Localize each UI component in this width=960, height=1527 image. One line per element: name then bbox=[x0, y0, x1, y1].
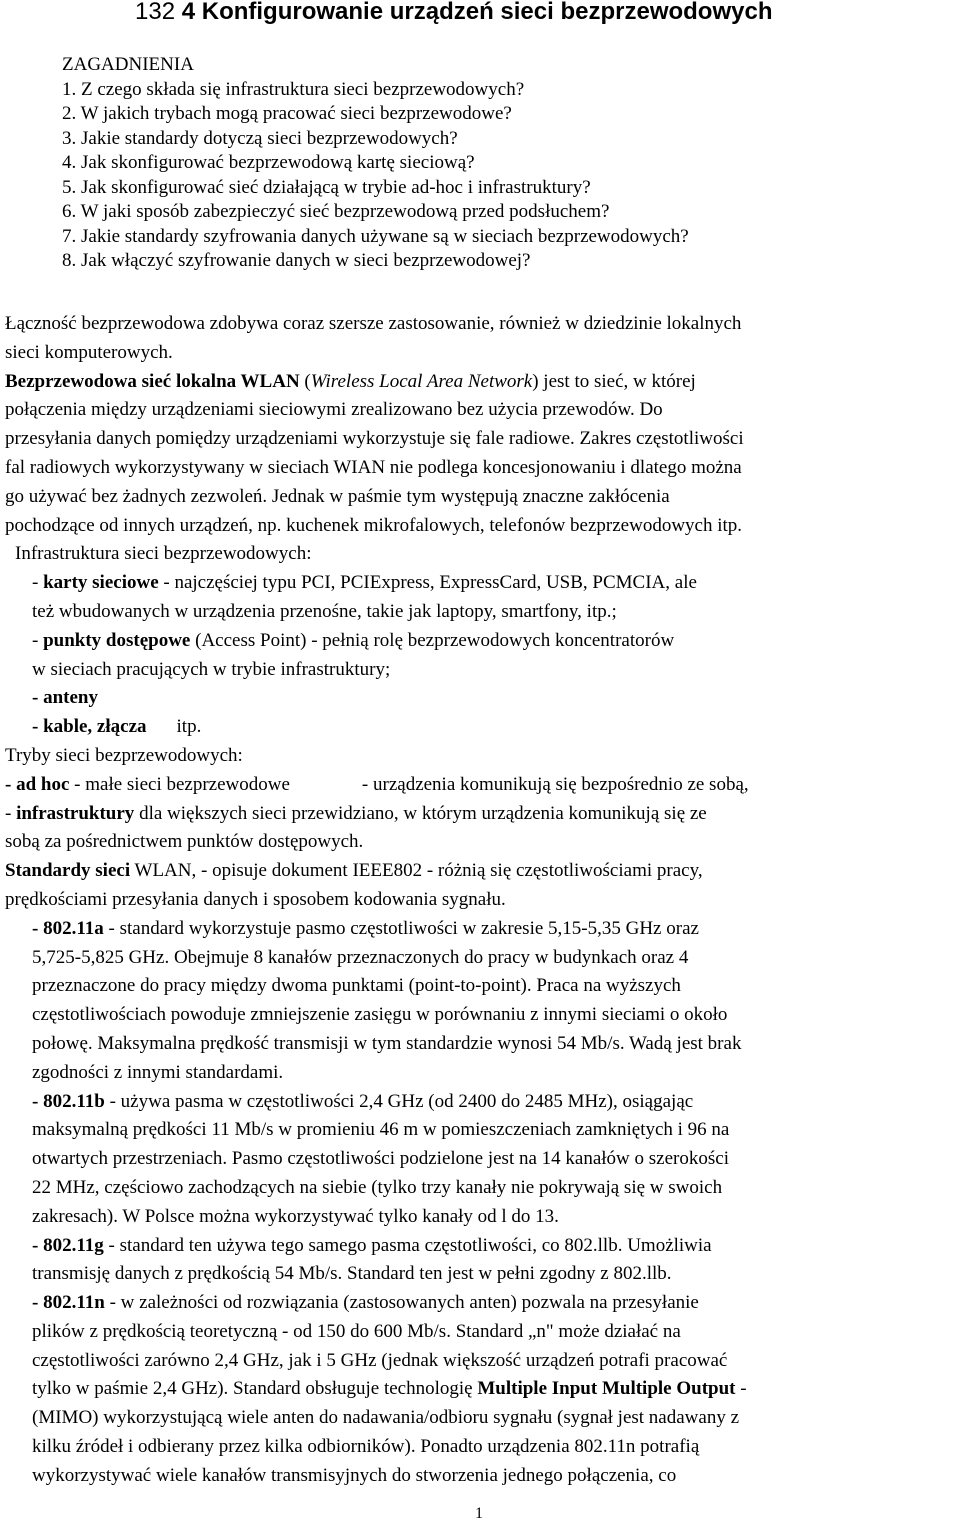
section-heading: Infrastruktura sieci bezprzewodowych: bbox=[15, 543, 312, 565]
term: - 802.11g bbox=[32, 1234, 104, 1256]
text-line: wykorzystywać wiele kanałów transmisyjnych do stworzenia jednego połączenia, co bbox=[32, 1464, 677, 1486]
text-fragment: - w zależności od rozwiązania (zastosowanych anten) pozwala na przesyłanie bbox=[104, 1292, 699, 1314]
text-line: plików z prędkością teoretyczną - od 150 do 600 Mb/s. Standard „n" może działać na bbox=[32, 1320, 681, 1342]
text-fragment: - używa pasma w częstotliwości 2,4 GHz (od 2400 do 2485 MHz), osiągając bbox=[104, 1090, 694, 1112]
text-fragment: - bbox=[32, 629, 44, 651]
text-line: połowę. Maksymalna prędkość transmisji w tym standardzie wynosi 54 Mb/s. Wadą jest brak bbox=[32, 1032, 742, 1054]
question-item: 2. W jakich trybach mogą pracować sieci bezprzewodowe? bbox=[62, 103, 512, 124]
list-item bbox=[5, 800, 960, 829]
header-page-number: 132 bbox=[135, 0, 176, 25]
term: Standardy sieci bbox=[5, 860, 131, 882]
text-fragment: - najczęściej typu PCI, PCIExpress, ExpressCard, USB, PCMCIA, ale bbox=[158, 572, 697, 594]
list-item bbox=[5, 1088, 960, 1117]
term: - 802.11a bbox=[32, 917, 104, 939]
term: - kable, złącza bbox=[32, 716, 147, 738]
text-fragment: - małe sieci bezprzewodowe bbox=[69, 773, 290, 795]
text-line bbox=[5, 368, 960, 397]
text-line: pochodzące od innych urządzeń, np. kuchenek mikrofalowych, telefonów bezprzewodowych itp. bbox=[5, 514, 743, 536]
term: - ad hoc bbox=[5, 773, 70, 795]
text-fragment: - standard wykorzystuje pasmo częstotliwości w zakresie 5,15-5,35 GHz oraz bbox=[103, 917, 699, 939]
body-text bbox=[5, 310, 960, 1491]
question-item: 3. Jakie standardy dotyczą sieci bezprzewodowych? bbox=[62, 127, 458, 149]
text-line: kilku źródeł i odbierany przez kilka odbiorników). Ponadto urządzenia 802.11n potrafią bbox=[32, 1436, 700, 1458]
text-line: fal radiowych wykorzystywany w sieciach WIAN nie podlega koncesjonowaniu i dlatego można bbox=[5, 456, 742, 478]
text-fragment: - urządzenia komunikują się bezpośrednio ze sobą, bbox=[361, 773, 749, 795]
questions-block bbox=[62, 53, 689, 274]
term: Multiple Input Multiple Output bbox=[477, 1378, 736, 1400]
text-line: przeznaczone do pracy między dwoma punktami (point-to-point). Praca na wyższych bbox=[32, 975, 681, 997]
text-line: otwartych przestrzeniach. Pasmo częstotliwości podzielone jest na 14 kanałów o szerokości bbox=[32, 1148, 729, 1170]
text-line: Łączność bezprzewodowa zdobywa coraz szersze zastosowanie, również w dziedzinie lokalnych bbox=[5, 313, 742, 334]
text-line: częstotliwości zarówno 2,4 GHz, jak i 5 GHz (jednak większość urządzeń potrafi pracować bbox=[32, 1349, 728, 1371]
text-fragment: - standard ten używa tego samego pasma częstotliwości, co 802.llb. Umożliwia bbox=[103, 1234, 712, 1256]
question-item: 6. W jaki sposób zabezpieczyć sieć bezprzewodową przed podsłuchem? bbox=[62, 201, 610, 222]
list-item bbox=[5, 569, 960, 598]
section-heading: Tryby sieci bezprzewodowych: bbox=[5, 744, 243, 766]
list-item bbox=[5, 1232, 960, 1261]
list-item bbox=[5, 771, 960, 800]
page-header bbox=[135, 0, 772, 26]
text-line bbox=[5, 1375, 960, 1404]
text-line: zgodności z innymi standardami. bbox=[32, 1061, 284, 1083]
term: punkty dostępowe bbox=[43, 629, 191, 651]
text-fragment: dla większych sieci przewidziano, w którym urządzenia komunikują się ze bbox=[134, 802, 707, 824]
text-line: przesyłania danych pomiędzy urządzeniami wykorzystuje się fale radiowe. Zakres częstotliwości bbox=[5, 428, 744, 450]
wlan-expansion: Wireless Local Area Network bbox=[310, 370, 533, 392]
question-item: 8. Jak włączyć szyfrowanie danych w sieci bezprzewodowej? bbox=[62, 250, 531, 271]
text-line: zakresach). W Polsce można wykorzystywać tylko kanały od l do 13. bbox=[32, 1205, 559, 1227]
text-line: też wbudowanych w urządzenia przenośne, takie jak laptopy, smartfony, itp.; bbox=[32, 600, 617, 622]
text-line: 22 MHz, częściowo zachodzących na siebie (tylko trzy kanały nie pokrywają się w swoich bbox=[32, 1176, 723, 1198]
text-fragment: ( bbox=[299, 370, 311, 392]
text-line: połączenia między urządzeniami sieciowymi zrealizowano bez użycia przewodów. Do bbox=[5, 399, 663, 421]
term: - 802.11n bbox=[32, 1292, 105, 1314]
term: - anteny bbox=[32, 687, 98, 709]
text-line: częstotliwościach powoduje zmniejszenie zasięgu w porównaniu z innymi sieciami o około bbox=[32, 1004, 728, 1026]
wlan-term: Bezprzewodowa sieć lokalna WLAN bbox=[5, 370, 300, 392]
question-item: 7. Jakie standardy szyfrowania danych używane są w sieciach bezprzewodowych? bbox=[62, 225, 689, 247]
text-line: sieci komputerowych. bbox=[5, 341, 173, 363]
text-fragment: - bbox=[735, 1378, 747, 1400]
text-line bbox=[5, 857, 960, 886]
text-fragment: (Access Point) - pełnią rolę bezprzewodowych koncentratorów bbox=[190, 629, 675, 651]
text-line: w sieciach pracujących w trybie infrastruktury; bbox=[32, 658, 391, 680]
text-fragment: - bbox=[32, 572, 44, 594]
term: karty sieciowe bbox=[43, 572, 159, 594]
list-item bbox=[5, 627, 960, 656]
list-item bbox=[5, 1289, 960, 1318]
term: infrastruktury bbox=[16, 802, 135, 824]
questions-title: ZAGADNIENIA bbox=[62, 54, 194, 75]
text-line: 5,725-5,825 GHz. Obejmuje 8 kanałów przeznaczonych do pracy w budynkach oraz 4 bbox=[32, 946, 689, 968]
text-line: go używać bez żadnych zezwoleń. Jednak w paśmie tym występują znaczne zakłócenia bbox=[5, 485, 670, 507]
text-fragment: tylko w paśmie 2,4 GHz). Standard obsługuje technologię bbox=[32, 1378, 478, 1400]
text-line: transmisję danych z prędkością 54 Mb/s. Standard ten jest w pełni zgodny z 802.llb. bbox=[32, 1263, 672, 1285]
text-fragment: itp. bbox=[176, 716, 202, 738]
question-item: 4. Jak skonfigurować bezprzewodową kartę sieciową? bbox=[62, 152, 475, 173]
list-item bbox=[5, 915, 960, 944]
footer-page-number: 1 bbox=[475, 1505, 483, 1522]
text-line: prędkościami przesyłania danych i sposobem kodowania sygnału. bbox=[5, 888, 506, 910]
text-fragment: ) jest to sieć, w której bbox=[532, 370, 696, 392]
text-line: (MIMO) wykorzystującą wiele anten do nadawania/odbioru sygnału (sygnał jest nadawany z bbox=[32, 1407, 740, 1429]
text-fragment: WLAN, - opisuje dokument IEEE802 - różnią się częstotliwościami pracy, bbox=[130, 860, 703, 882]
list-item bbox=[5, 684, 960, 713]
list-item bbox=[5, 713, 960, 742]
chapter-title: 4 Konfigurowanie urządzeń sieci bezprzewodowych bbox=[181, 0, 773, 25]
text-line: maksymalną prędkości 11 Mb/s w promieniu 46 m w pomieszczeniach zamkniętych i 96 na bbox=[32, 1119, 730, 1141]
question-item: 5. Jak skonfigurować sieć działającą w trybie ad-hoc i infrastruktury? bbox=[62, 176, 591, 198]
text-fragment: - bbox=[5, 802, 17, 824]
term: - 802.11b bbox=[32, 1090, 105, 1112]
question-item: 1. Z czego składa się infrastruktura sieci bezprzewodowych? bbox=[62, 78, 525, 100]
text-line: sobą za pośrednictwem punktów dostępowych. bbox=[5, 831, 364, 853]
